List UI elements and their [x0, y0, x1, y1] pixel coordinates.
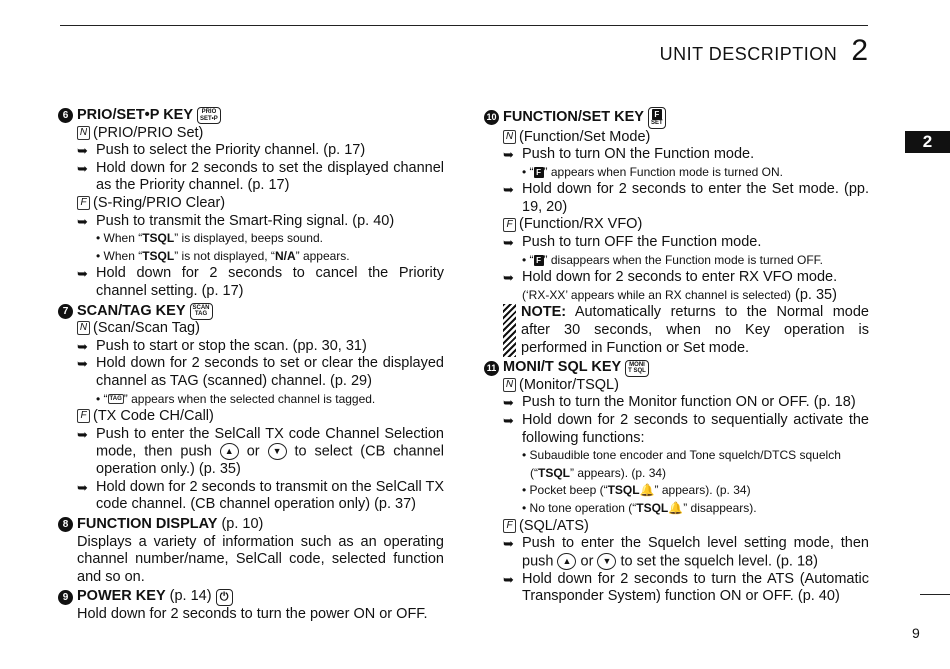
text: • When “: [96, 231, 143, 246]
up-triangle-icon: ▲: [220, 443, 239, 460]
step: [77, 479, 444, 514]
step-text: Hold down for 2 seconds to set or clear the displayed channel as TAG (scanned) channel. (p. 29): [96, 355, 444, 389]
bullet: [522, 252, 869, 270]
step: [77, 355, 444, 390]
page-number: 9: [912, 625, 920, 641]
tag-icon: TAG: [109, 396, 122, 403]
section-heading: FUNCTION/SET KEY: [503, 108, 644, 125]
page-ref: (p. 35): [791, 286, 837, 303]
text: (‘RX-XX’ appears while an RX channel is selected): [522, 287, 792, 302]
key-label: F: [652, 109, 662, 120]
key-label: PRIO: [201, 109, 217, 116]
section-function-display: [58, 516, 444, 534]
step: [77, 426, 444, 479]
step-text: Hold down for 2 seconds to cancel the Priority channel setting. (p. 17): [96, 265, 444, 299]
step-text: Hold down for 2 seconds to sequentially activate the following functions:: [522, 412, 869, 446]
key-label: MONI: [629, 361, 645, 368]
step-text: Push to transmit the Smart-Ring signal. (p. 40): [96, 212, 395, 229]
function-key-icon: [648, 107, 666, 129]
normal-mode-label: [77, 320, 444, 338]
key-label: SET•P: [200, 115, 218, 122]
normal-mode-label: [503, 377, 869, 395]
section-heading: POWER KEY: [77, 588, 166, 605]
mode-text: (Monitor/TSQL): [519, 376, 619, 393]
bell-icon: 🔔: [668, 501, 684, 516]
text: ” is displayed, beeps sound.: [174, 231, 323, 246]
text: ” appears when Function mode is turned ON.: [543, 164, 783, 179]
right-arrow-icon: ➥: [77, 213, 88, 229]
right-arrow-icon: ➥: [503, 147, 514, 163]
bullet: [96, 230, 444, 248]
text: ” disappears when the Function mode is turned OFF.: [543, 252, 824, 267]
step: [77, 265, 444, 300]
mode-text: (TX Code CH/Call): [93, 408, 214, 425]
text: TSQL: [142, 248, 175, 263]
text: • “: [522, 164, 534, 179]
step: [503, 146, 869, 164]
text: • When “: [96, 248, 143, 263]
text: N/A: [274, 248, 296, 263]
f-mode-icon: F: [77, 196, 90, 210]
text: TSQL: [142, 231, 175, 246]
text: to select (CB channel operation only.) (p. 35): [96, 443, 444, 478]
f-indicator-icon: F: [534, 255, 544, 266]
f-mode-icon: F: [503, 519, 516, 533]
page-header: [660, 34, 868, 68]
right-arrow-icon: ➥: [503, 536, 514, 552]
note-block: [503, 304, 869, 357]
section-number: 10: [484, 110, 499, 125]
section-heading: MONI/T SQL KEY: [503, 359, 622, 376]
section-heading: FUNCTION DISPLAY: [77, 515, 218, 532]
bullet: [530, 465, 869, 483]
chapter-number: 2: [851, 34, 868, 67]
step-text: Push to select the Priority channel. (p. 17): [96, 142, 366, 159]
step: [503, 181, 869, 216]
section-power-key: [58, 588, 444, 606]
step-text: Push to turn the Monitor function ON or OFF. (p. 18): [522, 394, 856, 411]
function-mode-label: [77, 195, 444, 213]
paragraph: Hold down for 2 seconds to turn the power ON or OFF.: [77, 605, 428, 622]
step: [503, 535, 869, 571]
text: Hold down for 2 seconds to enter RX VFO mode.: [522, 269, 838, 286]
right-arrow-icon: ➥: [77, 160, 88, 176]
right-arrow-icon: ➥: [77, 479, 88, 495]
up-triangle-icon: ▲: [557, 553, 576, 570]
down-triangle-icon: ▼: [597, 553, 616, 570]
text: ” appears.: [295, 248, 350, 263]
note-text: [521, 304, 869, 357]
text: • “: [522, 252, 534, 267]
step-text: Hold down for 2 seconds to transmit on the SelCall TX code channel. (CB channel operation only) (p. 37): [96, 478, 444, 513]
bell-icon: 🔔: [639, 483, 655, 498]
step-text: [522, 269, 869, 304]
section-moni-tsql: [484, 359, 869, 377]
section-function-set: [484, 107, 869, 129]
text: TSQL: [607, 483, 640, 498]
step: [503, 571, 869, 606]
power-icon: ⏻: [216, 589, 233, 606]
page-ref: (p. 14): [165, 588, 212, 605]
page-number-rule: [920, 594, 950, 595]
text: TSQL: [538, 465, 570, 480]
text: ” appears). (p. 34): [654, 483, 751, 498]
mode-text: (Scan/Scan Tag): [93, 320, 200, 337]
step: [503, 234, 869, 252]
text: ” appears). (p. 34): [570, 465, 667, 480]
step-text: Hold down for 2 seconds to turn the ATS (Automatic Transponder System) function ON or OFF. (p. 40): [522, 570, 869, 605]
text: ” is not displayed, “: [174, 248, 275, 263]
moni-key-icon: [625, 360, 649, 377]
bullet: [522, 164, 869, 182]
step-text: [96, 426, 444, 479]
paragraph: Displays a variety of information such as an operating channel number/name, SelCall code, selected function and so on.: [77, 533, 444, 585]
step-text: Push to turn OFF the Function mode.: [522, 234, 762, 251]
bullet: [522, 500, 869, 518]
right-column: [484, 105, 869, 606]
bullet: [522, 482, 869, 500]
mode-text: (Function/RX VFO): [519, 216, 643, 233]
section-number: 9: [58, 590, 73, 605]
section-heading: SCAN/TAG KEY: [77, 302, 186, 319]
bullet: [96, 248, 444, 266]
page-ref: (p. 10): [217, 515, 264, 532]
n-mode-icon: N: [77, 126, 90, 140]
section-number: 11: [484, 361, 499, 376]
normal-mode-label: [503, 129, 869, 147]
text: • No tone operation (“: [522, 501, 637, 515]
mode-text: (S-Ring/PRIO Clear): [93, 194, 226, 211]
function-mode-label: [77, 408, 444, 426]
function-mode-label: [503, 518, 869, 536]
right-arrow-icon: ➥: [503, 270, 514, 286]
bullet: • Subaudible tone encoder and Tone squelch/DTCS squelch: [522, 448, 841, 463]
section-scan-tag: [58, 303, 444, 321]
right-arrow-icon: ➥: [77, 426, 88, 442]
bullet: [96, 391, 444, 409]
step: [503, 412, 869, 447]
right-arrow-icon: ➥: [503, 395, 514, 411]
key-label: T SQL: [628, 368, 646, 375]
step-text: Hold down for 2 seconds to enter the Set mode. (pp. 19, 20): [522, 181, 869, 215]
normal-mode-label: [77, 125, 444, 143]
f-mode-icon: F: [503, 218, 516, 232]
step: [503, 269, 869, 304]
step-text: [522, 535, 869, 571]
text: • “: [96, 391, 108, 406]
step: [77, 160, 444, 195]
chapter-tab: 2: [905, 131, 950, 153]
mode-text: (Function/Set Mode): [519, 128, 651, 145]
text: (“: [530, 465, 538, 480]
right-arrow-icon: ➥: [503, 413, 514, 428]
section-number: 7: [58, 304, 73, 319]
text: • Pocket beep (“: [522, 483, 608, 498]
text: Automatically returns to the Normal mode after 30 seconds, when no Key operation is performed in Function or Set mode.: [521, 304, 869, 356]
section-prio-set: [58, 107, 444, 125]
text: or: [576, 553, 598, 570]
mode-text: (PRIO/PRIO Set): [93, 124, 204, 141]
text: Push to enter the SelCall TX code Channel Selection mode, then push: [96, 425, 444, 460]
step: [77, 142, 444, 160]
section-heading: PRIO/SET•P KEY: [77, 107, 194, 123]
prio-key-icon: [197, 107, 221, 124]
section-title: UNIT DESCRIPTION: [659, 44, 838, 64]
right-arrow-icon: ➥: [503, 182, 514, 198]
mode-text: (SQL/ATS): [519, 517, 589, 534]
step-text: Push to start or stop the scan. (pp. 30, 31): [96, 337, 367, 354]
n-mode-icon: N: [77, 321, 90, 335]
left-column: [58, 105, 444, 624]
text: ” disappears).: [683, 501, 757, 515]
note-label: NOTE:: [521, 304, 567, 321]
step-text: Hold down for 2 seconds to set the displayed channel as the Priority channel. (p. 17): [96, 159, 444, 194]
text: TSQL: [636, 501, 669, 515]
step-text: Push to turn ON the Function mode.: [522, 146, 755, 163]
text: or: [238, 443, 268, 460]
right-arrow-icon: ➥: [503, 571, 514, 587]
section-number: 8: [58, 517, 73, 532]
function-mode-label: [503, 216, 869, 234]
f-indicator-icon: F: [534, 167, 544, 178]
f-mode-icon: F: [77, 409, 90, 423]
note-hatch-icon: [503, 304, 516, 357]
n-mode-icon: N: [503, 130, 516, 144]
text: to set the squelch level. (p. 18): [616, 553, 818, 570]
down-triangle-icon: ▼: [268, 443, 287, 460]
key-label: SCAN: [192, 304, 210, 311]
right-arrow-icon: ➥: [77, 356, 88, 372]
right-arrow-icon: ➥: [77, 338, 88, 354]
section-number: 6: [58, 108, 73, 123]
text: ” appears when the selected channel is tagged.: [123, 391, 376, 406]
right-arrow-icon: ➥: [77, 143, 88, 159]
step: [503, 394, 869, 412]
key-label: TAG: [194, 311, 208, 318]
step: [77, 338, 444, 356]
top-rule: [60, 25, 868, 26]
key-label: SET: [650, 120, 663, 126]
right-arrow-icon: ➥: [503, 235, 514, 251]
text: Push to enter the Squelch level setting mode, then push: [522, 535, 869, 570]
n-mode-icon: N: [503, 378, 516, 392]
scan-key-icon: [190, 303, 213, 320]
step: [77, 213, 444, 231]
right-arrow-icon: ➥: [77, 266, 88, 282]
